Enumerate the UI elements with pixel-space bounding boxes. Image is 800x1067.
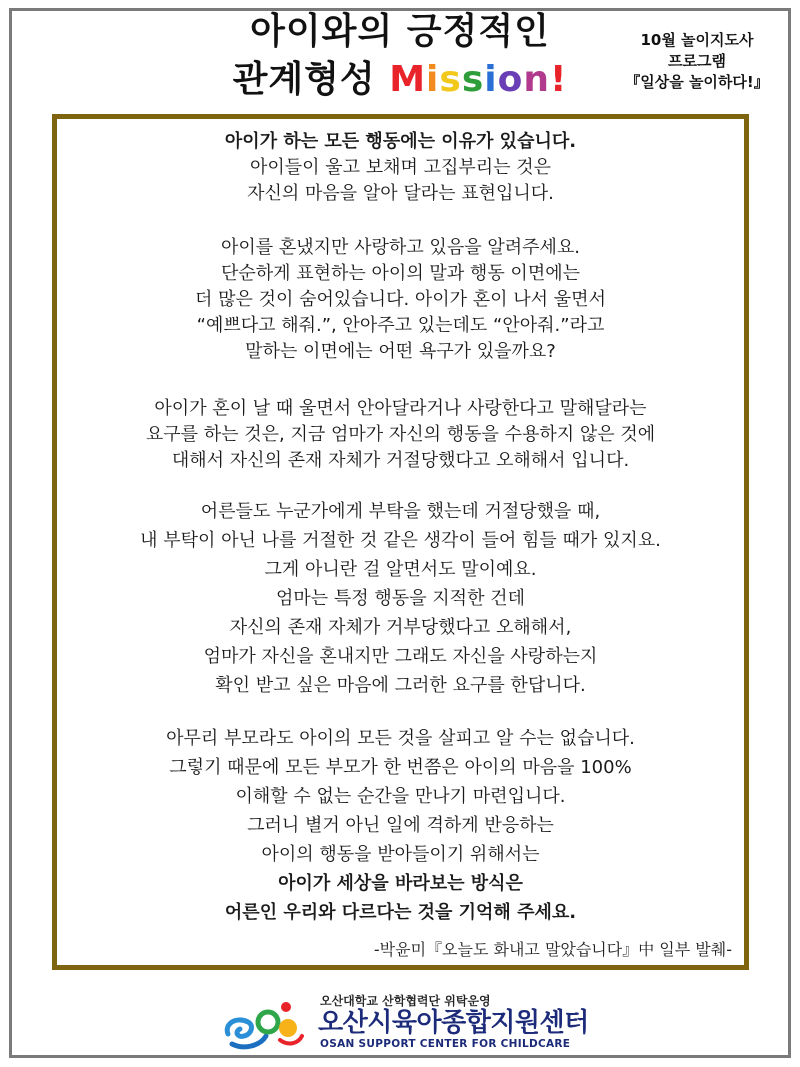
mission-letter: i bbox=[484, 59, 498, 100]
text-line: 아이들이 울고 보채며 고집부리는 것은 bbox=[249, 157, 552, 178]
text-line: 아이가 혼이 날 때 울면서 안아달라거나 사랑한다고 말해달라는 bbox=[154, 398, 647, 419]
mission-letter: s bbox=[439, 59, 462, 100]
text-line: 아이가 하는 모든 행동에는 이유가 있습니다. bbox=[224, 131, 577, 152]
text-line: 그러니 별거 아닌 일에 격하게 반응하는 bbox=[247, 815, 554, 836]
page-title bbox=[200, 8, 600, 104]
text-line: 요구를 하는 것은, 지금 엄마가 자신의 행동을 수용하지 않은 것에 bbox=[145, 424, 656, 445]
program-note bbox=[602, 30, 792, 93]
program-note-line: 프로그램 bbox=[668, 52, 726, 70]
mission-letter: i bbox=[426, 59, 440, 100]
text-line: 더 많은 것이 숨어있습니다. 아이가 혼이 나서 울면서 bbox=[195, 289, 606, 310]
paragraph-1 bbox=[57, 129, 744, 207]
center-logo bbox=[222, 994, 589, 1052]
program-note-line: 『일상을 놀이하다!』 bbox=[625, 73, 769, 91]
text-line: 확인 받고 싶은 마음에 그러한 요구를 한답니다. bbox=[215, 675, 586, 696]
text-line: 어른인 우리와 다르다는 것을 기억해 주세요. bbox=[224, 902, 577, 923]
text-line: 아이를 혼냈지만 사랑하고 있음을 알려주세요. bbox=[221, 237, 580, 258]
mission-letter: ! bbox=[549, 59, 568, 100]
center-logo-icon bbox=[222, 994, 308, 1052]
text-line: 자신의 존재 자체가 거부당했다고 오해해서, bbox=[229, 617, 572, 638]
paragraph-3 bbox=[57, 396, 744, 474]
text-line: 그렇기 때문에 모든 부모가 한 번쯤은 아이의 마음을 100% bbox=[169, 757, 632, 778]
text-line: 어른들도 누군가에게 부탁을 했는데 거절당했을 때, bbox=[200, 501, 601, 522]
text-line: 엄마가 자신을 혼내지만 그래도 자신을 사랑하는지 bbox=[203, 646, 598, 667]
title-line-2 bbox=[200, 56, 600, 104]
center-logo-text bbox=[318, 994, 589, 1050]
text-line: 내 부탁이 아닌 나를 거절한 것 같은 생각이 들어 힘들 때가 있지요. bbox=[140, 530, 661, 551]
mission-letter: n bbox=[523, 59, 550, 100]
program-note-line: 10월 놀이지도사 bbox=[640, 31, 754, 49]
text-line: “예쁘다고 해줘.”, 안아주고 있는데도 “안아줘.”라고 bbox=[196, 315, 605, 336]
paragraph-5 bbox=[57, 724, 744, 927]
mission-letter: M bbox=[389, 59, 427, 100]
mission-word bbox=[389, 59, 567, 100]
citation: -박윤미『오늘도 화내고 말았습니다』中 일부 발췌- bbox=[373, 940, 732, 959]
title-line-1: 아이와의 긍정적인 bbox=[250, 11, 550, 52]
text-line: 단순하게 표현하는 아이의 말과 행동 이면에는 bbox=[221, 263, 580, 284]
text-line: 자신의 마음을 알아 달라는 표현입니다. bbox=[247, 183, 554, 204]
logo-subtitle: 오산대학교 산학협력단 위탁운영 bbox=[320, 994, 491, 1008]
text-line: 대해서 자신의 존재 자체가 거절당했다고 오해해서 입니다. bbox=[171, 450, 630, 471]
paragraph-4 bbox=[57, 497, 744, 700]
mission-letter: o bbox=[497, 59, 524, 100]
logo-name: 오산시육아종합지원센터 bbox=[318, 1008, 589, 1038]
text-line: 그게 아니란 걸 알면서도 말이예요. bbox=[264, 559, 537, 580]
text-line: 아이가 세상을 바라보는 방식은 bbox=[278, 873, 523, 894]
text-line: 이해할 수 없는 순간을 만나기 마련입니다. bbox=[235, 786, 566, 807]
text-line: 아무리 부모라도 아이의 모든 것을 살피고 알 수는 없습니다. bbox=[166, 728, 635, 749]
title-line-2-prefix: 관계형성 bbox=[232, 59, 390, 100]
logo-english: OSAN SUPPORT CENTER FOR CHILDCARE bbox=[320, 1038, 571, 1050]
paragraph-2 bbox=[57, 235, 744, 365]
text-line: 엄마는 특정 행동을 지적한 건데 bbox=[276, 588, 525, 609]
text-line: 아이의 행동을 받아들이기 위해서는 bbox=[261, 844, 540, 865]
mission-letter: s bbox=[461, 59, 485, 100]
text-line: 말하는 이면에는 어떤 욕구가 있을까요? bbox=[245, 341, 556, 362]
content-box bbox=[52, 114, 749, 970]
